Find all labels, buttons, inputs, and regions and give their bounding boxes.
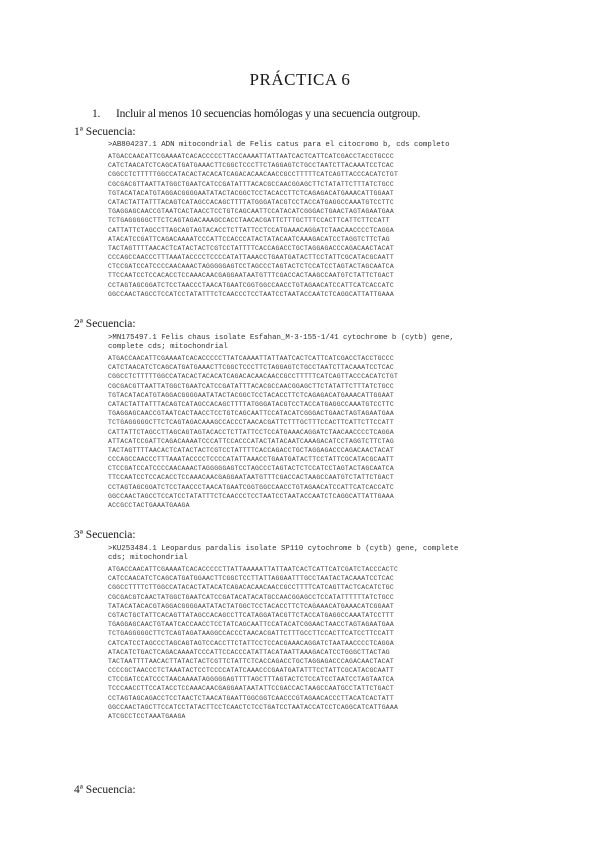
sequence-line: CGGCCTCTTTTTGGCCATACACTACACATCAGACACAACAACCGCCTTTTTCATCAGTTACCCACATCTGT (108, 171, 399, 179)
sequence-header-2b: complete cds; mitochondrial (108, 343, 228, 351)
sequence-block-1 (108, 152, 398, 299)
section-heading-3: 3ª Secuencia: (74, 529, 136, 541)
sequence-line: CCTAGTAGCAGACCTCCTAACTCTAACATGAATTGGCGGTCAACCCGTAGAACACCCTTACATCACTATT (108, 694, 394, 702)
sequence-line: TGTACATACATGTAGGACGGGGAATATACTACGGCTCCTACACCTTCTCAGAGACATGAAACATTGGAAT (108, 189, 394, 197)
instruction-text: Incluir al menos 10 secuencias homólogas y una secuencia outgroup. (116, 108, 421, 120)
sequence-line: CATACTATTATTTACAGTCATAGCCACAGCTTTTATGGGATACGTCCTACCATGAGGCCAAATGTCCTTC (108, 198, 394, 206)
sequence-line: CCCCGCTAACCCTCTAAATACTCCTCCCCATATCAAACCCGAATGATATTTCCTATTCGCATACGCAATT (108, 667, 394, 675)
sequence-line: CCTAGTAGCGGATCTCCTAACCCTAACATGAATCGGTGGCCAACCTGTAGAACATCCATTCATCACCATC (108, 483, 394, 491)
sequence-line: ATACATCTGACTCAGACAAAATCCCATTCCACCCATATTACATAATTAAAGACATCCTGGGCTTACTAG (108, 648, 390, 656)
sequence-line: TGAGGAGCAACCGTAATCACTAACCTCCTGTCAGCAATTCCATACATCGGGACTGAACTAGTAGAATGAA (108, 410, 394, 418)
sequence-line: CTCCGATCCATCCCCAACAAACTAGGGGGAGTCCTAGCCCTAGTACTCTCCATCCTAGTACTAGCAATCA (108, 263, 394, 271)
sequence-line: CGCGACGTTAATTATGGCTGAATCATCCGATATTTACACGCCAACGGAGCTTCTATATTCTTTATCTGCC (108, 382, 394, 390)
sequence-line: CGGCCTTTTCTTGGCCATACACTATACATCAGACACAACAACCGCCTTTTCATCAGTTACTCACATCTGC (108, 584, 394, 592)
sequence-line: GGCCAACTAGCCTCCATCCTATATTTCTCAACCCTCCTAATCCTAATACCAATCTCAGGCATTATTGAAA (108, 492, 394, 500)
sequence-line: ACCGCCTACTGAAATGAAGA (108, 502, 190, 509)
sequence-line: CCCAGCCAACCCTTTAAATACCCCTCCCCATATTAAACCTGAATGATACTTCCTATTCGCATACGCAATT (108, 254, 394, 262)
page-title: PRÁCTICA 6 (249, 70, 351, 89)
sequence-line: CATTATTCTAGCCTTAGCAGTAGTACACCTCTTATTCCTCCATGAAACAGGATCTAACAACCCCTCAGGA (108, 428, 394, 436)
sequence-block-3 (108, 565, 398, 721)
sequence-line: TATACATACACGTAGGACGGGGAATATACTATGGCTCCTACACCTTCTCAGAAACATGAAACATCGGAAT (108, 602, 394, 610)
sequence-line: ATGACCAACATTCGAAAATCACACCCCCTTATCAAAATTATTAATCACTCATTCATCGACCTACCTGCCC (108, 355, 394, 362)
sequence-line: CGGCCTCTTTTTGGCCATACACTACACATCAGACACAACAACCGCCTTTTTCATCAGTTACCCACATCTGT (108, 373, 399, 381)
sequence-line: ATGACCAACATTCGAAAATCACACCCCCTTATTAAAAATTATTAATCACTCATTCATCGATCTACCCACTC (108, 566, 399, 573)
sequence-line: TGAGGAGCAACTGTAATCACCAACCTCCTATCAGCAATTCCATACATCGGAACTAACCTAGTAGAATGAA (108, 621, 394, 629)
sequence-line: TTCCAATCCTCCACACCTCCAAACAACGAGGAATAATGTTTCGACCACTAAGCCAATGTCTATTCTGACT (108, 272, 394, 280)
sequence-line: TCCCAACCTTCCATACCTCCAAACAACGAGGAATAATATTCCGACCACTAAGCCAATGCCTATTCTGACT (108, 685, 394, 693)
sequence-line: GGCCAACTAGCCTCCATCCTATATTTCTCAACCCTCCTAATCCTAATACCAATCTCAGGCATTATTGAAA (108, 290, 394, 298)
sequence-line: CGCGACGTTAATTATGGCTGAATCATCCGATATTTACACGCCAACGGAGCTTCTATATTCTTTATCTGCC (108, 180, 394, 188)
sequence-line: ATCGCCTCCTAAATGAAGA (108, 713, 186, 720)
section-heading-1: 1ª Secuencia: (74, 126, 136, 138)
sequence-header-1: >AB804237.1 ADN mitocondrial de Felis catus para el citocromo b, cds completo (108, 141, 450, 149)
sequence-line: TTCCAATCCTCCACACCTCCAAACAACGAGGAATAATGTTTCGACCACTAAGCCAATGTCTATTCTGACT (108, 474, 394, 482)
sequence-header-3a: >KU253484.1 Leopardus pardalis isolate SP110 cytochrome b (cytb) gene, complete (108, 545, 459, 553)
sequence-block-2 (108, 354, 398, 510)
sequence-line: TCTGAGGGGGCTTCTCAGTAGACAAAGCCACCTAACACGATTCTTTGCTTTCCACTTCATTCTTCCATT (108, 217, 390, 225)
sequence-line: CCTAGTAGCGGATCTCCTAACCCTAACATGAATCGGTGGCCAACCTGTAGAACATCCATTCATCACCATC (108, 281, 394, 289)
sequence-line: TCTGAGGGGGCTTCTCAGTAGACAAAGCCACCCTAACACGATTCTTTGCTTTCCACTTCATTCTTCCATT (108, 419, 394, 427)
sequence-line: GGCCAACTAGCTTCCATCCTATACTTCCTCAACTCTCCTGATCCTAATACCATCCTCAGGCATCATTGAAA (108, 703, 399, 711)
sequence-line: CTCCGATCCATCCCCAACAAACTAGGGGGAGTCCTAGCCCTAGTACTCTCCATCCTAGTACTAGCAATCA (108, 465, 394, 473)
sequence-line: TGTACATACATGTAGGACGGGGAATATACTACGGCTCCTACACCTTCTCAGAGACATGAAACATTGGAAT (108, 391, 394, 399)
section-heading-4: 4ª Secuencia: (74, 784, 136, 796)
sequence-line: ATGACCAACATTCGAAAATCACACCCCCTTACCAAAATTATTAATCACTCATTCATCGACCTACCTGCCC (108, 153, 394, 160)
sequence-line: CGCGACGTCAACTATGGCTGAATCATCCGATACATACATGCCAACGGAGCCTCCATATTTTTTATCTGCC (108, 593, 394, 601)
sequence-line: CATCTAACATCTCAGCATGATGAAACTTCGGCTCCCTTCTAGGAGTCTGCCTAATCTTACAAATCCTCAC (108, 162, 394, 170)
sequence-line: TACTAATTTTAACACTTATACTACTCGTTCTATTCTCACCAGACCTGCTAGGAGACCCAGACAACTACAT (108, 657, 394, 665)
sequence-line: TCTGAGGGGGCTTCTCAGTAGATAAGGCCACCCTAACACGATTCTTTGCCTTCCACTTCATCCTTCCATT (108, 630, 394, 638)
section-heading-2: 2ª Secuencia: (74, 318, 136, 330)
sequence-line: CATCTAACATCTCAGCATGATGAAACTTCGGCTCCCTTCTAGGAGTCTGCCTAATCTTACAAATCCTCAC (108, 364, 394, 372)
instruction-item (92, 108, 420, 120)
sequence-line: CTCCGATCCATCCCTAACAAAATAGGGGGAGTTTTAGCTTTAGTACTCTCCATCCTAATCCTAGTAATCA (108, 676, 394, 684)
sequence-line: ATACATCCGATTCAGACAAAATCCCATTCCACCCATACTATACAATCAAAGACATCCTAGGTCTTCTAG (108, 235, 390, 243)
sequence-line: CATCCAACATCTCAGCATGATGGAACTTCGGCTCCTTATTAGGAATTTGCCTAATACTACAAATCCTCAC (108, 575, 394, 583)
sequence-line: CATTATTCTAGCCTTAGCAGTAGTACACCTCTTATTCCTCCATGAAACAGGATCTAACAACCCCTCAGGA (108, 226, 394, 234)
sequence-line: ATTACATCCGATTCAGACAAAATCCCATTCCACCCATACTATACAATCAAAGACATCCTAGGTCTTCTAG (108, 437, 394, 445)
sequence-line: TACTAGTTTTAACACTCATACTACTCGTCCTATTTTCACCAGACCTGCTAGGAGACCCAGACAACTACAT (108, 446, 394, 454)
sequence-line: TACTAGTTTTAACACTCATACTACTCGTCCTATTTTCACCAGACCTGCTAGGAGACCCAGACAACTACAT (108, 244, 394, 252)
sequence-line: CGTACTGCTATTCACAGTTATAGCCACAGCCTTCATAGGATACGTTCTACCATGAGGCCAAATATCCTTT (108, 611, 394, 619)
sequence-line: CATACTATTATTTACAGTCATAGCCACAGCTTTTATGGGATACGTCCTACCATGAGGCCAAATGTCCTTC (108, 400, 394, 408)
sequence-header-2a: >MN175497.1 Felis chaus isolate Esfahan_M-3-155-1/41 cytochrome b (cytb) gene, (108, 334, 454, 342)
sequence-line: TGAGGAGCAACCGTAATCACTAACCTCCTGTCAGCAATTCCATACATCGGGACTGAACTAGTAGAATGAA (108, 208, 394, 216)
sequence-header-3b: cds; mitochondrial (108, 554, 188, 562)
instruction-number: 1. (92, 108, 101, 120)
sequence-line: CATCATCCTAGCCCTAGCAGTAGTCCACCTTCTATTCCTCCACGAAACAGGATCTAATAACCCCTCAGGA (108, 639, 394, 647)
sequence-line: CCCAGCCAACCCTTTAAATACCCCTCCCCATATTAAACCTGAATGATACTTCCTATTCGCATACGCAATT (108, 456, 394, 464)
